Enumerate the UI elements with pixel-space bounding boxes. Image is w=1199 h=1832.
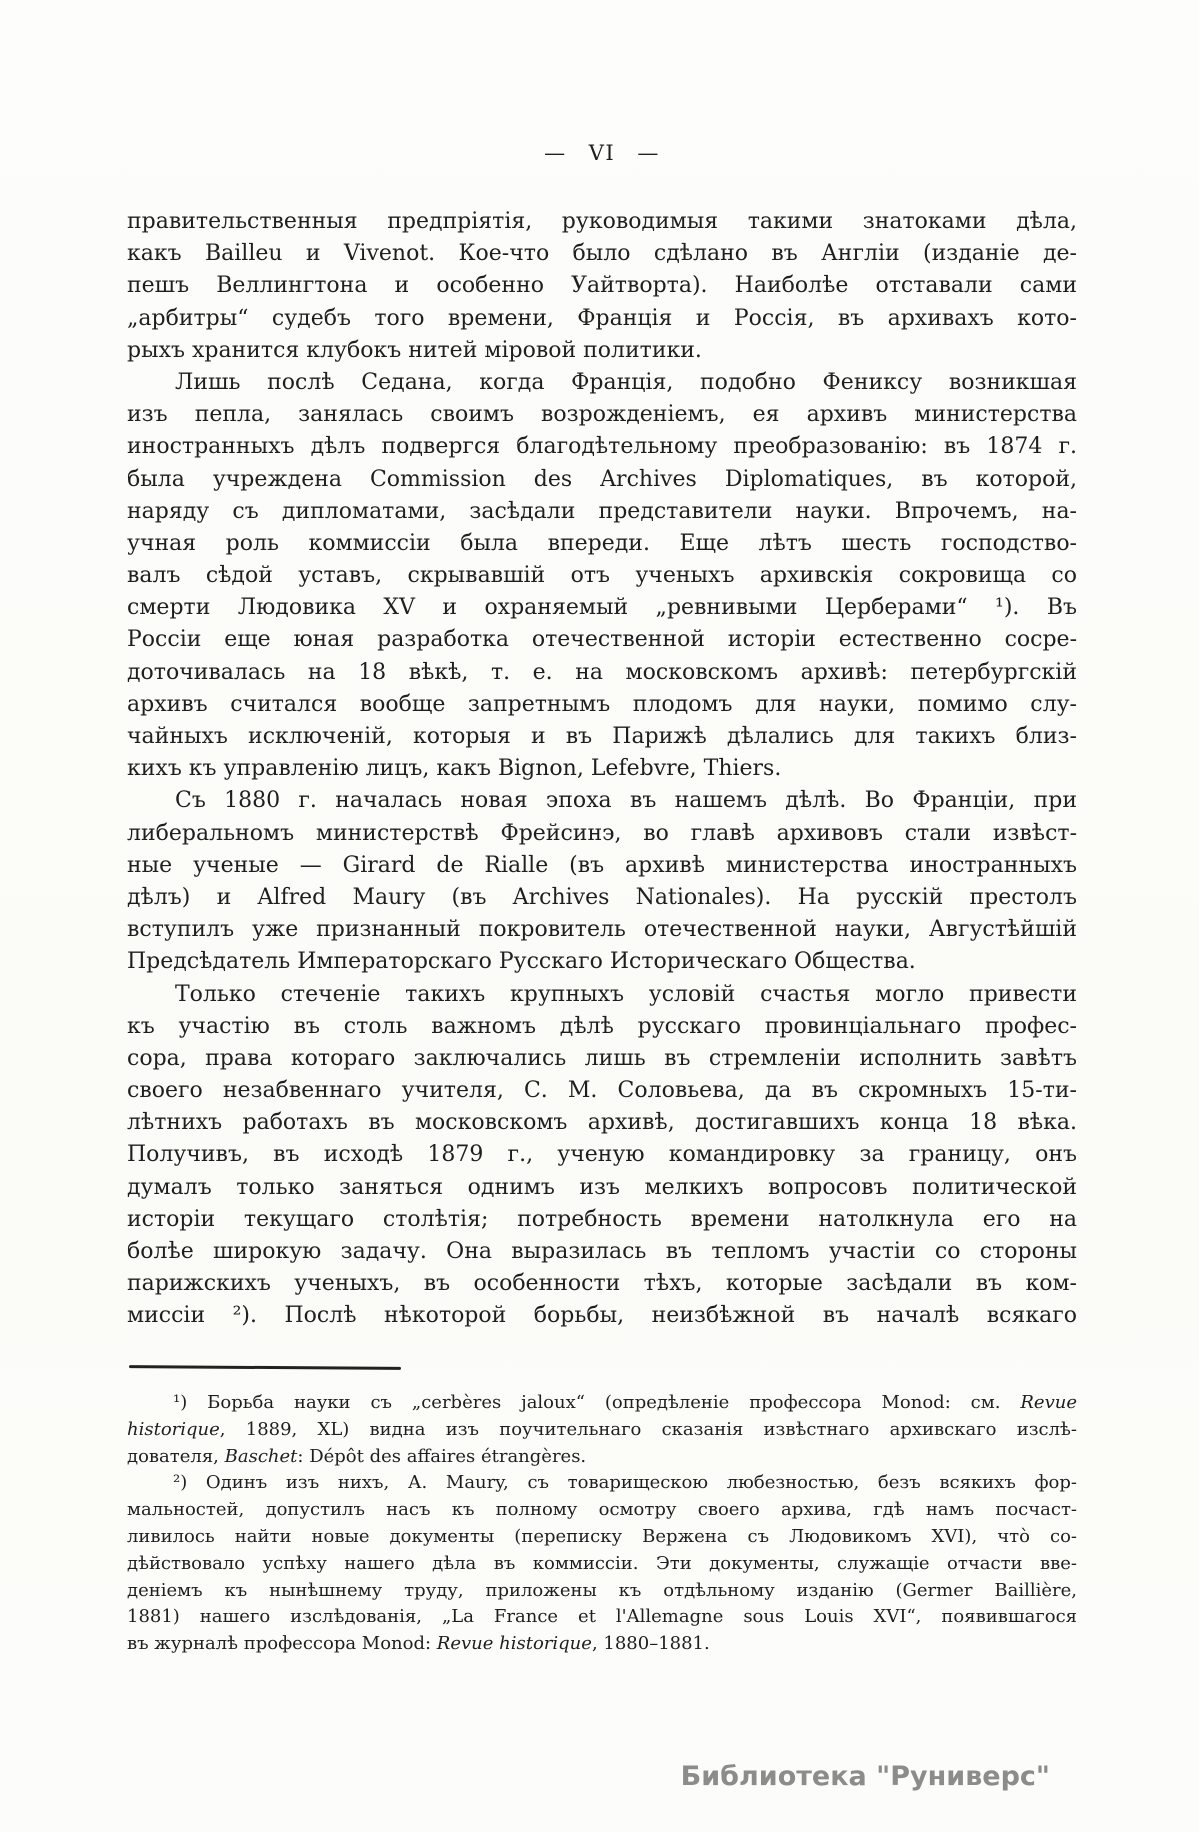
page-number: — VI — bbox=[544, 141, 660, 165]
footnote bbox=[127, 1390, 1077, 1470]
text-line: исторіи текущаго столѣтія; потребность времени натолкнула его на bbox=[127, 1206, 1077, 1232]
text-line: болѣе широкую задачу. Она выразилась въ тепломъ участіи со стороны bbox=[127, 1239, 1077, 1264]
text-line: Съ 1880 г. началась новая эпоха въ нашемъ дѣлѣ. Во Франціи, при bbox=[175, 788, 1077, 814]
text-line: чайныхъ исключеній, которыя и въ Парижѣ дѣлались для такихъ близ- bbox=[127, 724, 1077, 749]
footnote-line: ²) Одинъ изъ нихъ, А. Maury, съ товарищескою любезностью, безъ всякихъ фор- bbox=[173, 1472, 1077, 1494]
text-line: пешъ Веллингтона и особенно Уайтворта). Наиболѣе отставали сами bbox=[127, 273, 1077, 299]
paragraph bbox=[127, 206, 1077, 367]
footnote-line: ¹) Борьба науки съ „cerbères jaloux“ (опредѣленіе профессора Monod: см. Revue bbox=[173, 1392, 1077, 1413]
text-line: миссіи ²). Послѣ нѣкоторой борьбы, неизбѣжной въ началѣ всякаго bbox=[127, 1303, 1077, 1329]
paragraph bbox=[127, 979, 1077, 1333]
text-line: Россіи еще юная разработка отечественной исторіи естественно сосре- bbox=[127, 627, 1077, 653]
footnote-line: мальностей, допустилъ насъ къ полному осмотру своего архива, гдѣ намъ посчаст- bbox=[127, 1499, 1077, 1521]
library-watermark: Библиотека "Руниверс" bbox=[680, 1761, 1050, 1792]
text-line: Только стеченіе такихъ крупныхъ условій счастья могло привести bbox=[175, 981, 1077, 1007]
text-line: ные ученые — Girard de Rialle (въ архивѣ министерства иностранныхъ bbox=[127, 852, 1077, 878]
text-line: своего незабвеннаго учителя, С. М. Соловьева, да въ скромныхъ 15-ти- bbox=[127, 1078, 1077, 1104]
text-line: валъ сѣдой уставъ, скрывавшій отъ ученыхъ архивскія сокровища со bbox=[127, 563, 1077, 589]
text-line: какъ Bailleu и Vivenot. Кое-что было сдѣлано въ Англіи (изданіе де- bbox=[127, 241, 1077, 267]
text-line: смерти Людовика XV и охраняемый „ревнивыми Церберами“ ¹). Въ bbox=[127, 595, 1077, 621]
text-line: сора, права котораго заключались лишь въ стремленіи исполнить завѣтъ bbox=[127, 1045, 1077, 1071]
footnote-line: дователя, Baschet: Dépôt des affaires étrangères. bbox=[127, 1445, 587, 1467]
text-line: наряду съ дипломатами, засѣдали представители науки. Впрочемъ, на- bbox=[127, 498, 1077, 524]
text-line: иностранныхъ дѣлъ подвергся благодѣтельному преобразованію: въ 1874 г. bbox=[127, 434, 1077, 460]
text-line: кихъ къ управленію лицъ, какъ Bignon, Lefebvre, Thiers. bbox=[127, 756, 782, 782]
text-line: думалъ только заняться однимъ изъ мелкихъ вопросовъ политической bbox=[127, 1174, 1077, 1200]
text-line: парижскихъ ученыхъ, въ особенности тѣхъ, которые засѣдали въ ком- bbox=[127, 1271, 1077, 1297]
text-line: Лишь послѣ Седана, когда Франція, подобно Фениксу возникшая bbox=[175, 369, 1077, 395]
footnote-line: въ журналѣ профессора Monod: Revue historique, 1880–1881. bbox=[127, 1633, 710, 1655]
text-line: дѣлъ) и Alfred Maury (въ Archives Nationales). На русскій престолъ bbox=[127, 884, 1077, 910]
paragraph bbox=[127, 367, 1077, 785]
text-line: либеральномъ министерствѣ Фрейсинэ, во главѣ архивовъ стали извѣст- bbox=[127, 820, 1077, 846]
text-line: Предсѣдатель Императорскаго Русскаго Историческаго Общества. bbox=[127, 949, 916, 975]
footnote-line: 1881) нашего изслѣдованія, „La France et l'Allemagne sous Louis XVI“, появившагося bbox=[127, 1606, 1077, 1628]
text-line: рыхъ хранится клубокъ нитей міровой политики. bbox=[127, 337, 702, 363]
text-line: лѣтнихъ работахъ въ московскомъ архивѣ, достигавшихъ конца 18 вѣка. bbox=[127, 1110, 1077, 1136]
footnote-line: historique, 1889, XL) видна изъ поучительнаго сказанія извѣстнаго архивскаго изслѣ- bbox=[127, 1418, 1077, 1440]
footnote-line: деніемъ къ нынѣшнему труду, приложены къ отдѣльному изданію (Germer Baillière, bbox=[127, 1579, 1077, 1601]
text-line: доточивалась на 18 вѣкѣ, т. е. на московскомъ архивѣ: петербургскій bbox=[127, 659, 1077, 685]
text-line: правительственныя предпріятія, руководимыя такими знатоками дѣла, bbox=[127, 209, 1077, 234]
footnote bbox=[127, 1470, 1077, 1658]
footnote-line: ливилось найти новые документы (переписку Вержена съ Людовикомъ XVI), что̀ со- bbox=[127, 1525, 1077, 1547]
text-line: „арбитры“ судебъ того времени, Франція и Россія, въ архивахъ кото- bbox=[127, 305, 1077, 331]
body-text bbox=[127, 206, 1077, 1333]
footnote-separator-rule bbox=[129, 1365, 401, 1370]
text-line: къ участію въ столь важномъ дѣлѣ русскаго провинціальнаго профес- bbox=[127, 1013, 1077, 1039]
text-line: изъ пепла, занялась своимъ возрожденіемъ, ея архивъ министерства bbox=[127, 402, 1077, 428]
footnote-line: дѣйствовало успѣху нашего дѣла въ коммиссіи. Эти документы, служащіе отчасти вве- bbox=[127, 1552, 1077, 1574]
text-line: была учреждена Commission des Archives Diplomatiques, въ которой, bbox=[127, 466, 1077, 492]
text-line: архивъ считался вообще запретнымъ плодомъ для науки, помимо слу- bbox=[127, 691, 1077, 717]
text-line: Получивъ, въ исходѣ 1879 г., ученую командировку за границу, онъ bbox=[127, 1142, 1077, 1168]
text-line: учная роль коммиссіи была впереди. Еще лѣтъ шесть господство- bbox=[127, 530, 1077, 556]
text-line: вступилъ уже признанный покровитель отечественной науки, Августѣйшій bbox=[127, 917, 1077, 943]
footnotes bbox=[127, 1390, 1077, 1658]
paragraph bbox=[127, 785, 1077, 978]
